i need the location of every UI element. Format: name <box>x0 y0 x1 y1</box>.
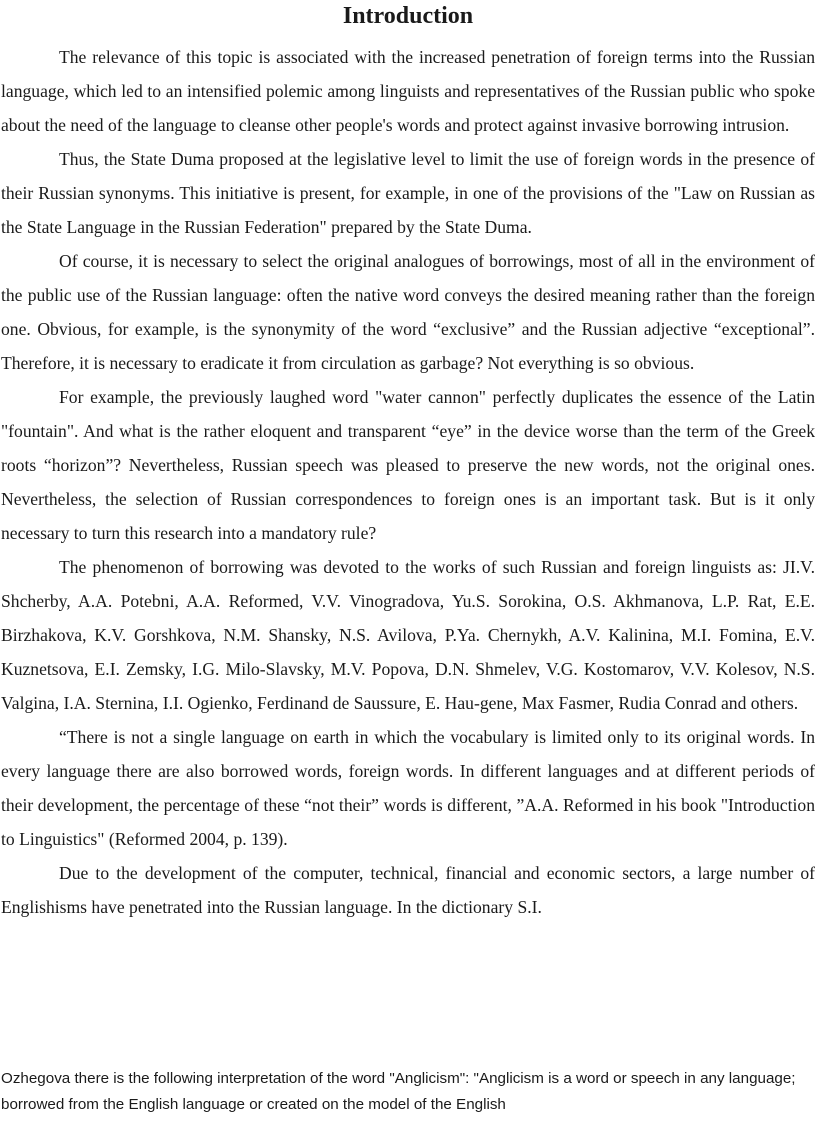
paragraph: The relevance of this topic is associated with the increased penetration of foreign terms into the Russian language, which led to an intensified polemic among linguists and representatives of the Russian public who spoke about the need of the language to cleanse other people's words and protect against invasive borrowing intrusion. <box>1 47 815 135</box>
continuation-text: Ozhegova there is the following interpretation of the word "Anglicism": "Anglicism is a word or speech in any language; borrowed from the English language or created on the model of the English <box>1 1070 796 1113</box>
paragraph: For example, the previously laughed word "water cannon" perfectly duplicates the essence of the Latin "fountain". And what is the rather eloquent and transparent “eye” in the device worse than the term of the Greek roots “horizon”? Nevertheless, Russian speech was pleased to preserve the new words, not the original ones. Nevertheless, the selection of Russian correspondences to foreign ones is an important task. But is it only necessary to turn this research into a mandatory rule? <box>1 387 815 543</box>
document-body <box>1 40 815 924</box>
page-title: Introduction <box>342 3 474 29</box>
paragraph: Of course, it is necessary to select the original analogues of borrowings, most of all in the environment of the public use of the Russian language: often the native word conveys the desired meaning rather than the foreign one. Obvious, for example, is the synonymity of the word “exclusive” and the Russian adjective “exceptional”. Therefore, it is necessary to eradicate it from circulation as garbage? Not everything is so obvious. <box>1 251 815 373</box>
paragraph: Thus, the State Duma proposed at the legislative level to limit the use of foreign words in the presence of their Russian synonyms. This initiative is present, for example, in one of the provisions of the "Law on Russian as the State Language in the Russian Federation" prepared by the State Duma. <box>1 149 815 237</box>
paragraph: The phenomenon of borrowing was devoted to the works of such Russian and foreign linguists as: JI.V. Shcherby, A.A. Potebni, A.A. Reformed, V.V. Vinogradova, Yu.S. Sorokina, O.S. Akhmanova, L.P. Rat, E.E. Birzhakova, K.V. Gorshkova, N.M. Shansky, N.S. Avilova, P.Ya. Chernykh, A.V. Kalinina, M.I. Fomina, E.V. Kuznetsova, E.I. Zemsky, I.G. Milo-Slavsky, M.V. Popova, D.N. Shmelev, V.G. Kostomarov, V.V. Kolesov, N.S. Valgina, I.A. Sternina, I.I. Ogienko, Ferdinand de Saussure, E. Hau-gene, Max Fasmer, Rudia Conrad and others. <box>1 557 815 713</box>
paragraph: Due to the development of the computer, technical, financial and economic sectors, a large number of Englishisms have penetrated into the Russian language. In the dictionary S.I. <box>1 863 815 917</box>
paragraph: “There is not a single language on earth in which the vocabulary is limited only to its original words. In every language there are also borrowed words, foreign words. In different languages and at different periods of their development, the percentage of these “not their” words is different, ”A.A. Reformed in his book "Introduction to Linguistics" (Reformed 2004, p. 139). <box>1 727 815 849</box>
